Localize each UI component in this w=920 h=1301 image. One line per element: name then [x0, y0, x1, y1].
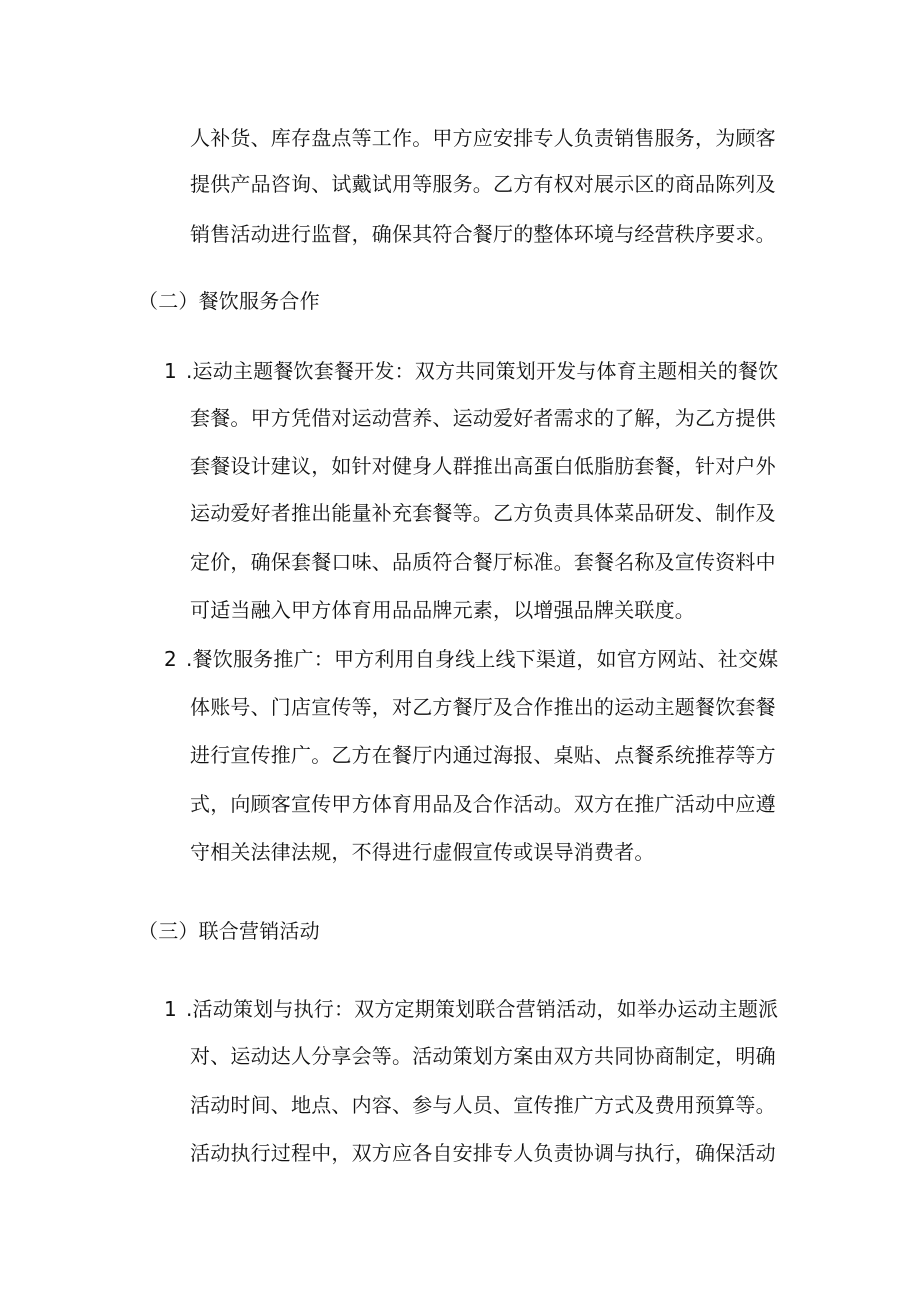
section-heading: （二）餐饮服务合作 [138, 289, 320, 313]
list-item-line: 体账号、门店宣传等，对乙方餐厅及合作推出的运动主题餐饮套餐 [190, 695, 776, 719]
list-item-line: .餐饮服务推广：甲方利用自身线上线下渠道，如官方网站、社交媒 [186, 647, 779, 671]
list-item-line: 运动爱好者推出能量补充套餐等。乙方负责具体菜品研发、制作及 [190, 501, 776, 525]
list-item-line: 定价，确保套餐口味、品质符合餐厅标准。套餐名称及宣传资料中 [190, 550, 776, 574]
list-item-line: 对、运动达人分享会等。活动策划方案由双方共同协商制定，明确 [190, 1044, 776, 1068]
list-item-line: 套餐设计建议，如针对健身人群推出高蛋白低脂肪套餐，针对户外 [190, 454, 776, 478]
list-item-line: .运动主题餐饮套餐开发：双方共同策划开发与体育主题相关的餐饮 [186, 359, 779, 383]
paragraph-line: 提供产品咨询、试戴试用等服务。乙方有权对展示区的商品陈列及 [190, 172, 776, 196]
section-heading: （三）联合营销活动 [138, 919, 320, 943]
list-item-line: 可适当融入甲方体育用品品牌元素，以增强品牌关联度。 [190, 598, 695, 622]
list-item-line: 套餐。甲方凭借对运动营养、运动爱好者需求的了解，为乙方提供 [190, 406, 776, 430]
list-item-line: 守相关法律法规，不得进行虚假宣传或误导消费者。 [190, 840, 655, 864]
list-item-line: 进行宣传推广。乙方在餐厅内通过海报、桌贴、点餐系统推荐等方 [190, 743, 776, 767]
list-item-number: 2 [164, 647, 177, 671]
list-item-line: .活动策划与执行：双方定期策划联合营销活动，如举办运动主题派 [186, 997, 779, 1021]
list-item-line: 活动时间、地点、内容、参与人员、宣传推广方式及费用预算等。 [190, 1093, 776, 1117]
paragraph-line: 人补货、库存盘点等工作。甲方应安排专人负责销售服务，为顾客 [190, 126, 776, 150]
list-item-number: 1 [164, 997, 177, 1021]
paragraph-line: 销售活动进行监督，确保其符合餐厅的整体环境与经营秩序要求。 [190, 222, 776, 246]
list-item-line: 活动执行过程中，双方应各自安排专人负责协调与执行，确保活动 [190, 1141, 776, 1165]
list-item-line: 式，向顾客宣传甲方体育用品及合作活动。双方在推广活动中应遵 [190, 792, 776, 816]
list-item-number: 1 [164, 359, 177, 383]
